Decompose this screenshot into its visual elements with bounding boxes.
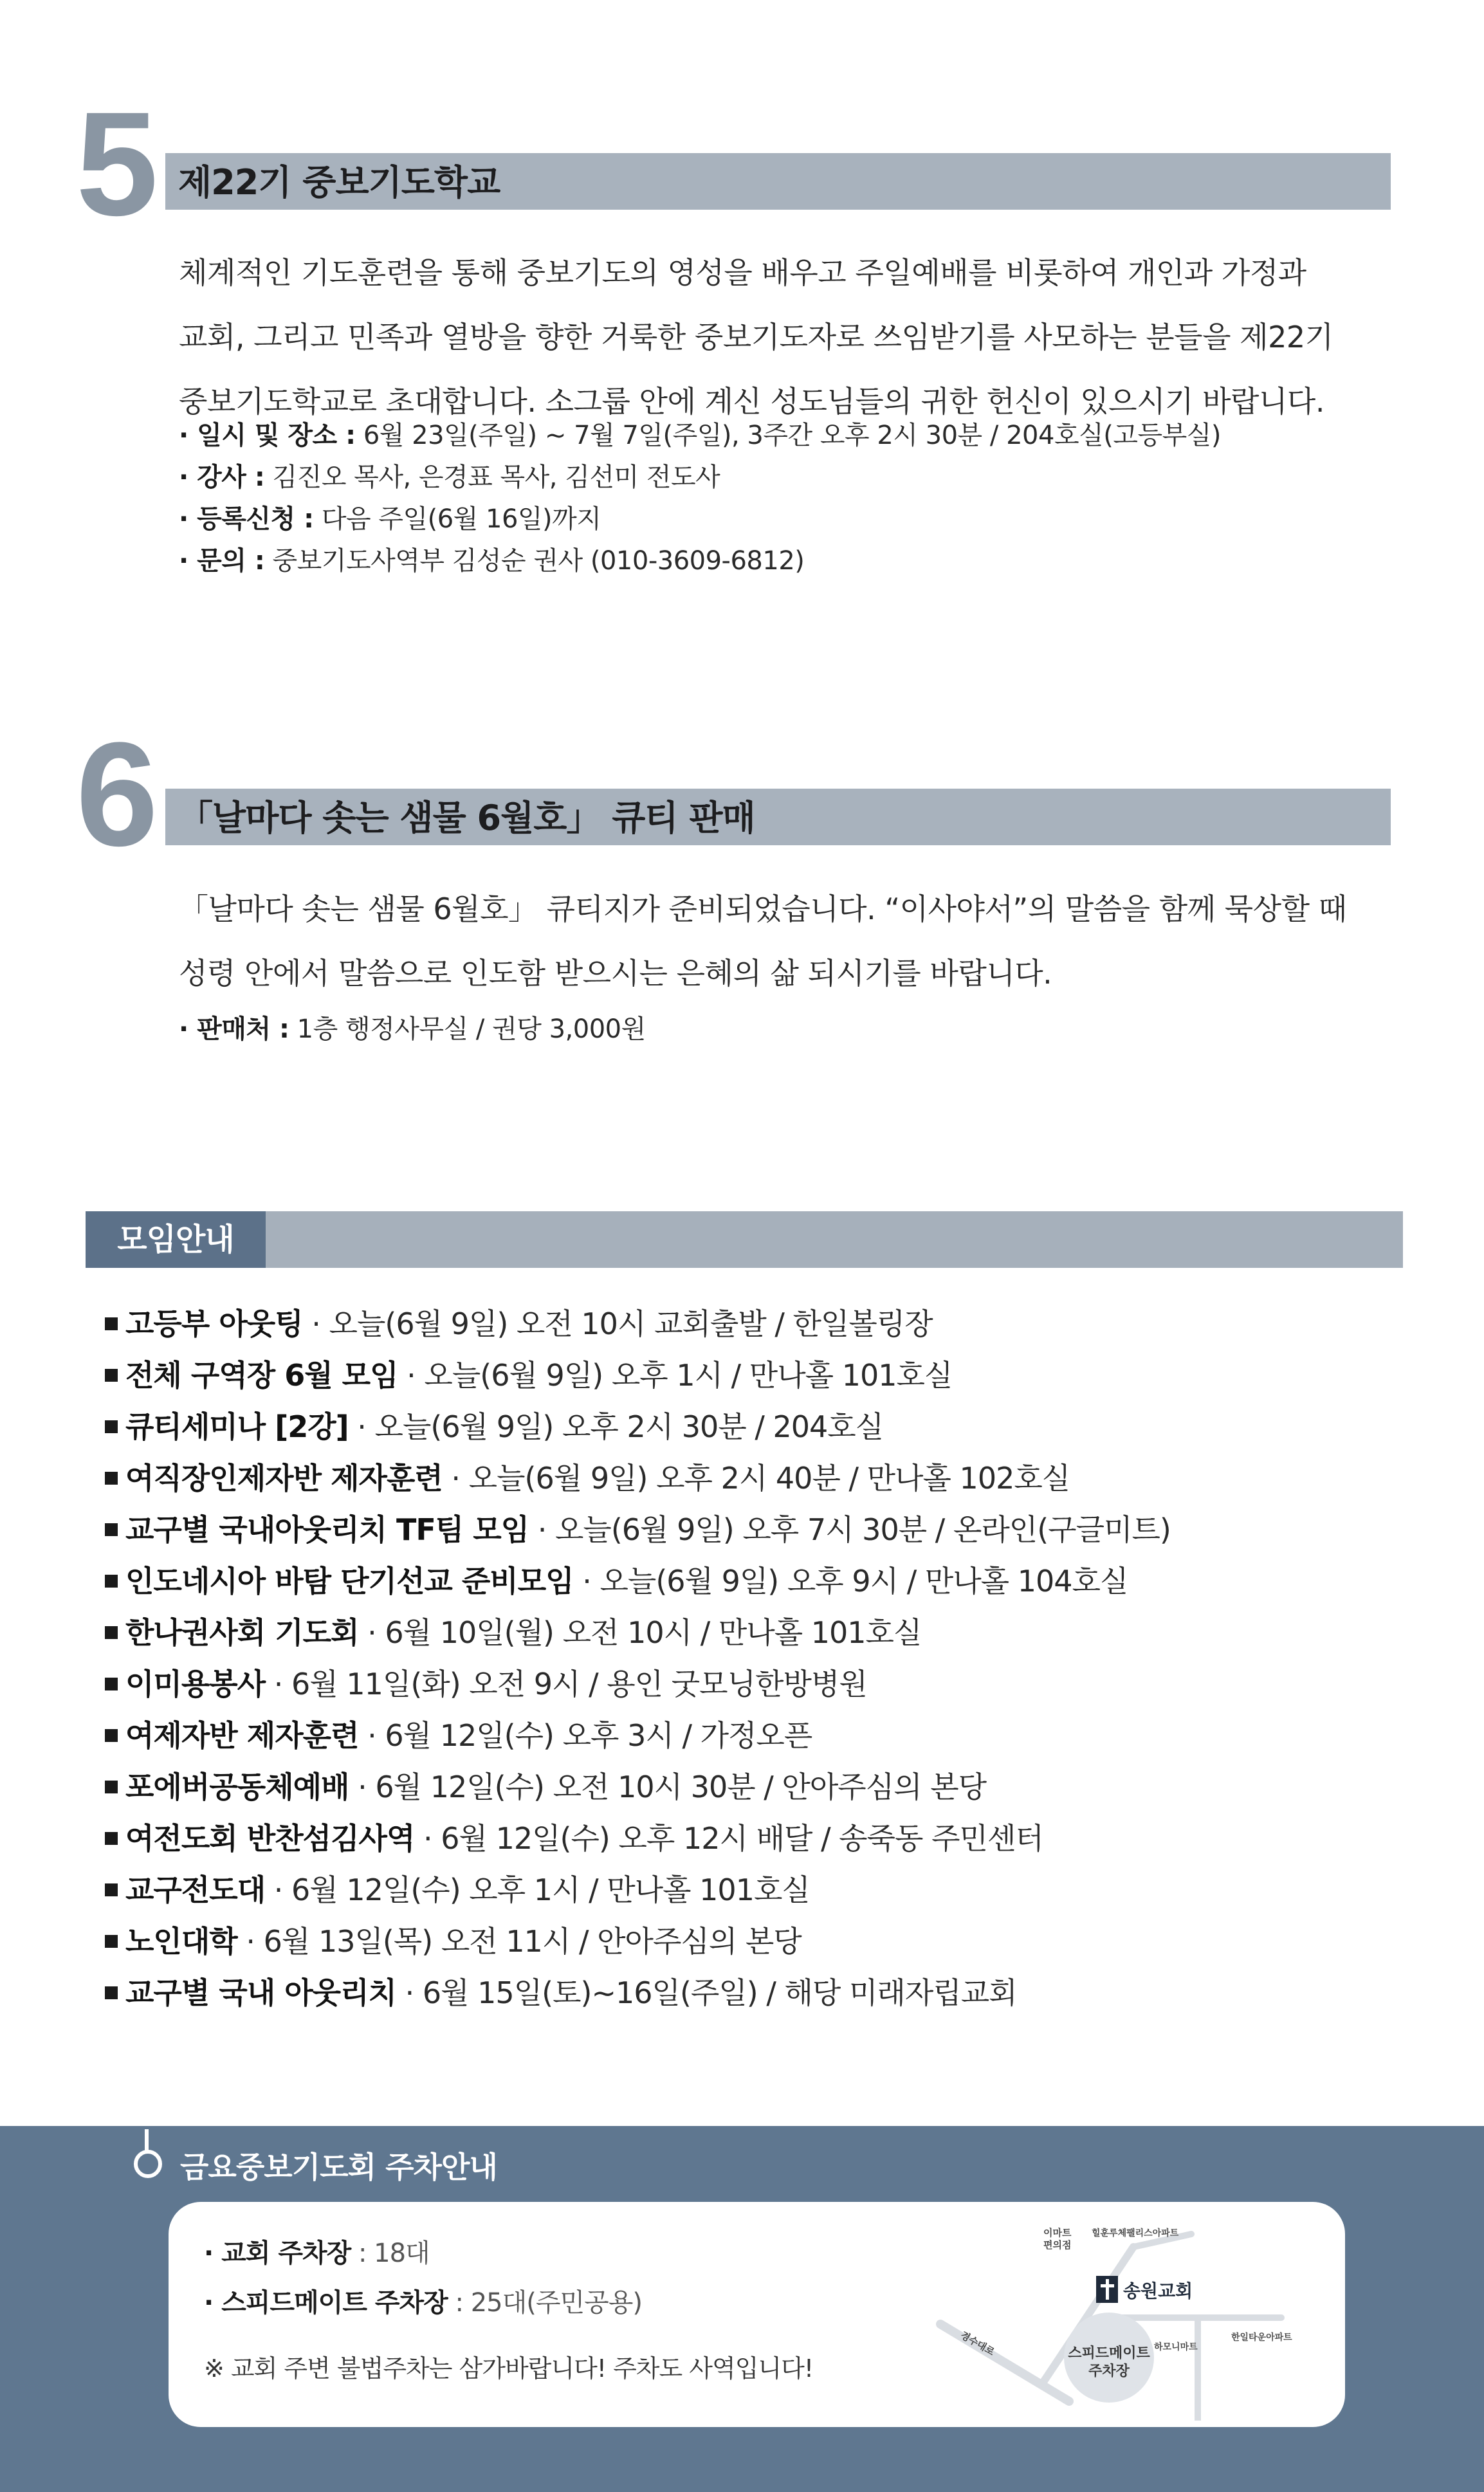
lot-capacity: : 18대	[351, 2239, 430, 2268]
meeting-name: 교구별 국내 아웃리치	[125, 1975, 396, 2010]
parking-footer	[0, 2126, 1484, 2492]
meetings-header: 모임안내	[86, 1211, 266, 1268]
meeting-name: 포에버공동체예배	[125, 1770, 349, 1804]
meeting-detail: · 6월 12일(수) 오후 12시 배달 / 송죽동 주민센터	[414, 1821, 1043, 1856]
meetings-list	[105, 1298, 1171, 2019]
list-item	[105, 1916, 1171, 1967]
square-bullet-icon	[105, 1729, 118, 1742]
detail-item	[179, 415, 1221, 457]
detail-item	[179, 499, 1221, 540]
detail-text: 김진오 목사, 은경표 목사, 김선미 전도사	[264, 463, 720, 492]
lot-capacity: : 25대(주민공용)	[447, 2288, 643, 2318]
meeting-detail: · 6월 12일(수) 오전 10시 30분 / 안아주심의 본당	[349, 1770, 987, 1804]
section-title: 제22기 중보기도학교	[178, 162, 500, 203]
list-item	[105, 1607, 1171, 1658]
detail-label: · 강사 :	[179, 463, 265, 492]
square-bullet-icon	[105, 1523, 118, 1536]
circle-pin-icon	[134, 2150, 162, 2178]
detail-label: · 등록신청 :	[179, 504, 314, 534]
meeting-name: 교구전도대	[125, 1873, 266, 1907]
detail-text: 6월 23일(주일) ~ 7월 7일(주일), 3주간 오후 2시 30분 / 204호실(고등부실)	[355, 421, 1222, 450]
section-paragraph	[179, 877, 1401, 1005]
square-bullet-icon	[105, 1626, 118, 1639]
paragraph-line: 성령 안에서 말씀으로 인도함 받으시는 은혜의 삶 되시기를 바랍니다.	[179, 956, 1052, 991]
list-item	[105, 1504, 1171, 1555]
meeting-name: 한나권사회 기도회	[125, 1615, 359, 1650]
map-label-emart-sub: 편의점	[1043, 2239, 1072, 2251]
meeting-detail: · 오늘(6월 9일) 오후 1시 / 만나홀 101호실	[398, 1358, 953, 1393]
list-item	[105, 1864, 1171, 1916]
parking-lot	[204, 2229, 642, 2278]
lot-label: · 교회 주차장	[204, 2239, 351, 2268]
map-label-road: 경수대로	[958, 2329, 997, 2358]
meeting-detail: · 6월 11일(화) 오전 9시 / 용인 굿모닝한방병원	[265, 1667, 867, 1701]
paragraph-line: 중보기도학교로 초대합니다. 소그룹 안에 계신 성도님들의 귀한 헌신이 있으시기 바랍니다.	[179, 384, 1324, 419]
parking-lots	[204, 2229, 642, 2328]
square-bullet-icon	[105, 1369, 118, 1382]
map-label-apt1: 힐훈루체팰리스아파트	[1092, 2228, 1179, 2239]
section-title-bar	[165, 789, 1391, 845]
list-item	[105, 1710, 1171, 1761]
lot-label: · 스피드메이트 주차장	[204, 2288, 448, 2318]
detail-label: · 판매처 :	[179, 1014, 289, 1044]
meeting-detail: · 6월 15일(토)~16일(주일) / 해당 미래자립교회	[396, 1975, 1017, 2010]
meeting-name: 큐티세미나 [2강]	[125, 1409, 349, 1444]
square-bullet-icon	[105, 1986, 118, 1999]
meeting-name: 여전도회 반찬섬김사역	[125, 1821, 415, 1856]
list-item	[105, 1967, 1171, 2019]
map-label-speedmate-sub: 주차장	[1088, 2363, 1130, 2379]
square-bullet-icon	[105, 1935, 118, 1948]
section-paragraph	[179, 241, 1401, 434]
section-number: 6	[76, 711, 156, 877]
paragraph-line: 「날마다 솟는 샘물 6월호」 큐티지가 준비되었습니다. “이사야서”의 말씀을 함께 묵상할 때	[179, 892, 1347, 926]
square-bullet-icon	[105, 1575, 118, 1588]
meetings-header-bar	[86, 1211, 1403, 1268]
meeting-detail: · 오늘(6월 9일) 오후 2시 30분 / 204호실	[348, 1409, 884, 1444]
list-item	[105, 1813, 1171, 1864]
square-bullet-icon	[105, 1832, 118, 1845]
detail-item	[179, 540, 1221, 582]
detail-item	[179, 1009, 646, 1050]
detail-text: 다음 주일(6월 16일)까지	[313, 504, 601, 534]
map-label-apt2: 한일타운아파트	[1231, 2332, 1292, 2343]
meeting-detail: · 6월 12일(수) 오후 1시 / 만나홀 101호실	[265, 1873, 810, 1907]
square-bullet-icon	[105, 1472, 118, 1485]
list-item	[105, 1350, 1171, 1401]
list-item	[105, 1658, 1171, 1710]
meeting-name: 전체 구역장 6월 모임	[125, 1358, 398, 1393]
pin-stem-icon	[145, 2129, 149, 2151]
meeting-name: 여제자반 제자훈련	[125, 1718, 359, 1753]
meeting-name: 노인대학	[125, 1924, 237, 1959]
list-item	[105, 1452, 1171, 1504]
meeting-name: 인도네시아 바탐 단기선교 준비모임	[125, 1564, 574, 1599]
detail-list	[179, 1009, 646, 1050]
meeting-detail: · 오늘(6월 9일) 오후 7시 30분 / 온라인(구글미트)	[529, 1512, 1171, 1547]
meeting-detail: · 6월 10일(월) 오전 10시 / 만나홀 101호실	[358, 1615, 922, 1650]
map-label-speedmate: 스피드메이트	[1068, 2345, 1150, 2361]
meeting-detail: · 6월 12일(수) 오후 3시 / 가정오픈	[358, 1718, 812, 1753]
detail-text: 중보기도사역부 김성순 권사 (010-3609-6812)	[264, 546, 805, 576]
square-bullet-icon	[105, 1883, 118, 1896]
parking-card	[169, 2202, 1345, 2427]
map-label-hamoni: 하모니마트	[1154, 2342, 1198, 2352]
meeting-detail: · 오늘(6월 9일) 오전 10시 교회출발 / 한일볼링장	[302, 1306, 933, 1341]
parking-note: ※ 교회 주변 불법주차는 삼가바랍니다! 주차도 사역입니다!	[204, 2354, 814, 2383]
meeting-detail: · 오늘(6월 9일) 오후 2시 40분 / 만나홀 102호실	[442, 1461, 1070, 1496]
meeting-name: 교구별 국내아웃리치 TF팀 모임	[125, 1512, 529, 1547]
square-bullet-icon	[105, 1781, 118, 1793]
detail-list	[179, 415, 1221, 582]
detail-label: · 문의 :	[179, 546, 265, 576]
meeting-detail: · 오늘(6월 9일) 오후 9시 / 만나홀 104호실	[573, 1564, 1128, 1599]
map-label-emart: 이마트	[1043, 2227, 1072, 2239]
map-label-church: 송원교회	[1123, 2280, 1193, 2302]
parking-title: 금요중보기도회 주차안내	[180, 2150, 497, 2185]
detail-item	[179, 457, 1221, 499]
list-item	[105, 1761, 1171, 1813]
meeting-detail: · 6월 13일(목) 오전 11시 / 안아주심의 본당	[237, 1924, 802, 1959]
list-item	[105, 1401, 1171, 1452]
paragraph-line: 체계적인 기도훈련을 통해 중보기도의 영성을 배우고 주일예배를 비롯하여 개인과 가정과	[179, 255, 1306, 290]
square-bullet-icon	[105, 1678, 118, 1690]
section-number: 5	[76, 81, 156, 246]
square-bullet-icon	[105, 1317, 118, 1330]
parking-lot	[204, 2278, 642, 2328]
detail-label: · 일시 및 장소 :	[179, 421, 356, 450]
section-title: 「날마다 솟는 샘물 6월호」 큐티 판매	[178, 798, 755, 838]
detail-text: 1층 행정사무실 / 권당 3,000원	[289, 1014, 646, 1044]
section-title-bar	[165, 153, 1391, 210]
list-item	[105, 1298, 1171, 1350]
square-bullet-icon	[105, 1420, 118, 1433]
meeting-name: 고등부 아웃팅	[125, 1306, 303, 1341]
meeting-name: 이미용봉사	[125, 1667, 266, 1701]
paragraph-line: 교회, 그리고 민족과 열방을 향한 거룩한 중보기도자로 쓰임받기를 사모하는 분들을 제22기	[179, 320, 1333, 354]
parking-map	[921, 2208, 1345, 2421]
list-item	[105, 1555, 1171, 1607]
meeting-name: 여직장인제자반 제자훈련	[125, 1461, 443, 1496]
